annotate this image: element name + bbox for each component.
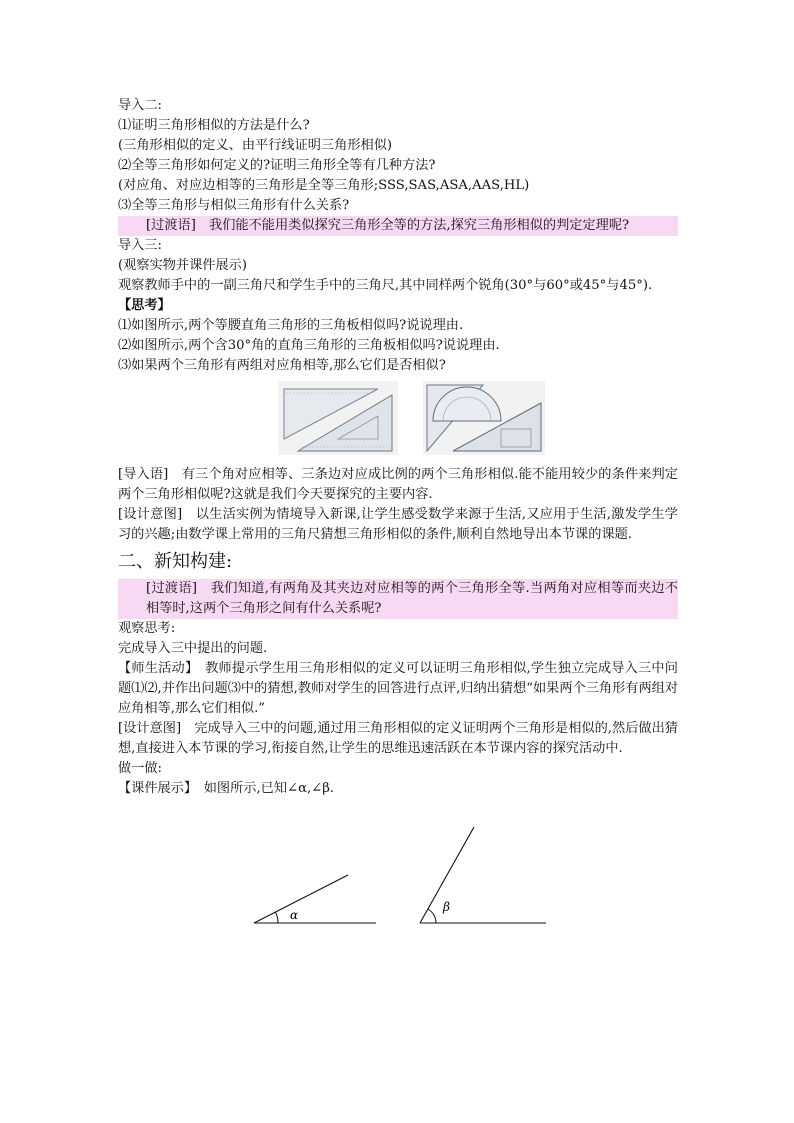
courseware-display: 【课件展示】 如图所示,已知∠α,∠β. [118, 781, 335, 796]
beta-label: β [443, 900, 450, 914]
intro3-title: 导入三: [118, 238, 163, 253]
think-1: ⑴如图所示,两个等腰直角三角形的三角板相似吗?说说理由. [118, 318, 464, 333]
intro2-title: 导入二: [118, 98, 163, 113]
alpha-label: α [290, 908, 299, 922]
question-1: ⑴证明三角形相似的方法是什么? [118, 118, 310, 133]
design-intent-1: [设计意图] 以生活实例为情境导入新课,让学生感受数学来源于生活,又应用于生活,激发学生学习的兴趣;由数学课上常用的三角尺猜想三角形相似的条件,顺利自然地导出本节课的课题. [118, 507, 678, 542]
complete-question: 完成导入三中提出的问题. [118, 641, 268, 656]
teacher-student-activity: 【师生活动】 教师提示学生用三角形相似的定义可以证明三角形相似,学生独立完成导入三中问题⑴⑵,并作出问题⑶中的猜想,教师对学生的回答进行点评,归纳出猜想“如果两个三角形有两组对应角相等,那么它们相似.” [118, 661, 679, 716]
transition-2: [过渡语] 我们知道,有两角及其夹边对应相等的两个三角形全等.当两角对应相等而夹边不相等时,这两个三角形之间有什么关系呢? [118, 579, 678, 619]
do-it: 做一做: [118, 761, 163, 776]
angle-beta [420, 827, 546, 923]
document-page [118, 96, 678, 937]
question-2: ⑵全等三角形如何定义的?证明三角形全等有几种方法? [118, 158, 436, 173]
intro-words: [导入语] 有三个角对应相等、三条边对应成比例的两个三角形相似.能不能用较少的条件来判定两个三角形相似呢?这就是我们今天要探究的主要内容. [118, 467, 678, 502]
set-square-photos [118, 381, 678, 459]
observe-text: 观察教师手中的一副三角尺和学生手中的三角尺,其中同样两个锐角(30°与60°或45°与45°). [118, 278, 653, 293]
question-3: ⑶全等三角形与相似三角形有什么关系? [118, 198, 350, 213]
observe-note: (观察实物并课件展示) [118, 258, 247, 273]
transition-1: [过渡语] 我们能不能用类似探究三角形全等的方法,探究三角形相似的判定定理呢? [118, 216, 678, 236]
think-3: ⑶如果两个三角形有两组对应角相等,那么它们是否相似? [118, 358, 446, 373]
answer-2: (对应角、对应边相等的三角形是全等三角形;SSS,SAS,ASA,AAS,HL) [118, 178, 530, 193]
think-title: 【思考】 [118, 298, 171, 313]
angle-figure [118, 807, 678, 937]
ruler-triangles-photo-2 [423, 381, 545, 455]
section-heading: 二、新知构建: [118, 551, 233, 572]
angles-diagram [118, 807, 678, 937]
design-intent-2: [设计意图] 完成导入三中的问题,通过用三角形相似的定义证明两个三角形是相似的,然后做出猜想,直接进入本节课的学习,衔接自然,让学生的思维迅速活跃在本节课内容的探究活动中. [118, 721, 678, 756]
ruler-triangles-photo-1 [278, 381, 398, 455]
angle-alpha [254, 875, 376, 923]
answer-1: (三角形相似的定义、由平行线证明三角形相似) [118, 138, 393, 153]
think-2: ⑵如图所示,两个含30°角的直角三角形的三角板相似吗?说说理由. [118, 338, 500, 353]
observe-think: 观察思考: [118, 621, 176, 636]
